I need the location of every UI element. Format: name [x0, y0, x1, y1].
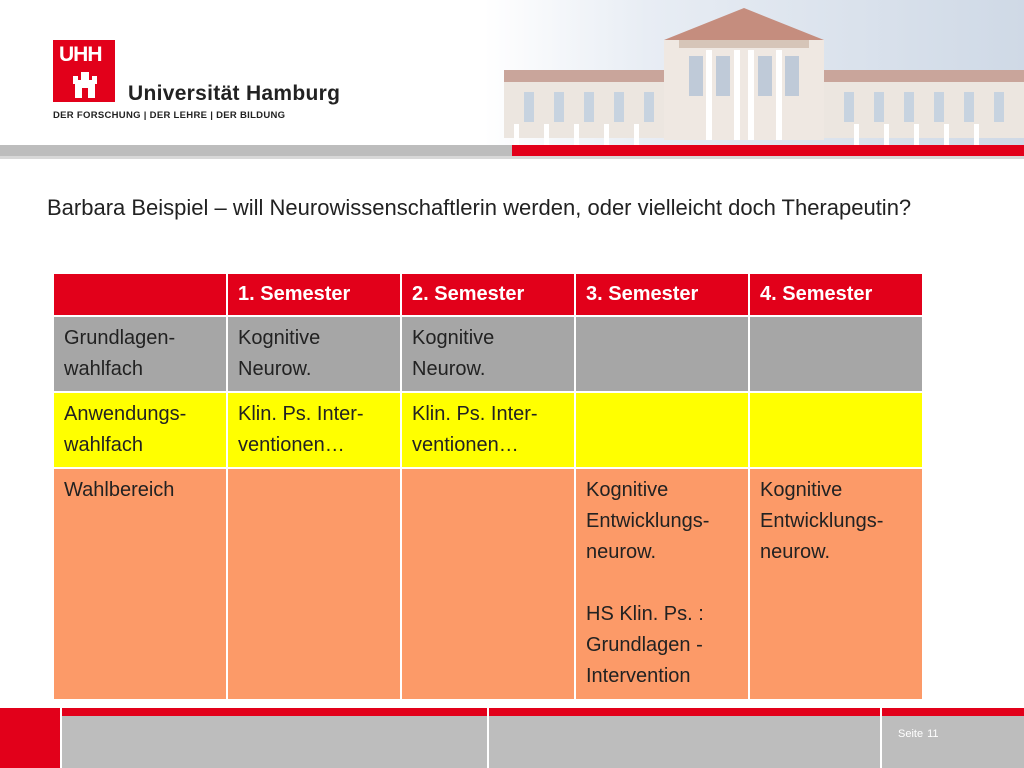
- logo-text: UHH: [59, 43, 102, 66]
- table-cell: [227, 468, 401, 700]
- row-label: Wahlbereich: [53, 468, 227, 700]
- header-cell-semester-4: 4. Semester: [749, 273, 923, 316]
- university-tagline: DER FORSCHUNG | DER LEHRE | DER BILDUNG: [53, 110, 286, 121]
- footer-red-block: [0, 708, 60, 768]
- building-illustration: [484, 0, 1024, 146]
- row-label: Anwendungs- wahlfach: [53, 392, 227, 468]
- header-cell-semester-3: 3. Semester: [575, 273, 749, 316]
- footer-divider: [880, 708, 882, 768]
- table-cell: [749, 316, 923, 392]
- header-divider-shadow: [0, 156, 1024, 159]
- table-header-row: [53, 273, 923, 316]
- table-cell: [749, 392, 923, 468]
- table-row-anwendung: [53, 392, 923, 468]
- table-cell: Kognitive Entwicklungs- neurow.: [749, 468, 923, 700]
- slide-header: [0, 0, 1024, 165]
- slide-title: Barbara Beispiel – will Neurowissenschaftlerin werden, oder vielleicht doch Therapeutin?: [47, 195, 912, 220]
- table-cell: Kognitive Entwicklungs- neurow. HS Klin. Ps. : Grundlagen - Intervention: [575, 468, 749, 700]
- table-row-grundlagen: [53, 316, 923, 392]
- footer-divider: [60, 708, 62, 768]
- page-label: Seite: [898, 728, 924, 740]
- table-cell: Klin. Ps. Inter- ventionen…: [227, 392, 401, 468]
- castle-icon: [73, 70, 97, 98]
- footer-divider: [487, 708, 489, 768]
- page-number-value: 11: [927, 728, 939, 740]
- table-cell: Kognitive Neurow.: [401, 316, 575, 392]
- table-cell: [575, 316, 749, 392]
- header-cell-empty: [53, 273, 227, 316]
- main-building-photo: [484, 0, 1024, 146]
- table-cell: Kognitive Neurow.: [227, 316, 401, 392]
- uhh-logo: [53, 40, 115, 102]
- table-cell: [575, 392, 749, 468]
- header-divider: [0, 145, 1024, 156]
- university-name: Universität Hamburg: [128, 82, 341, 105]
- page-number: [894, 728, 939, 740]
- table-row-wahlbereich: [53, 468, 923, 700]
- table-cell: Klin. Ps. Inter- ventionen…: [401, 392, 575, 468]
- semester-table: [52, 272, 924, 701]
- table-cell: [401, 468, 575, 700]
- header-cell-semester-1: 1. Semester: [227, 273, 401, 316]
- header-cell-semester-2: 2. Semester: [401, 273, 575, 316]
- row-label: Grundlagen- wahlfach: [53, 316, 227, 392]
